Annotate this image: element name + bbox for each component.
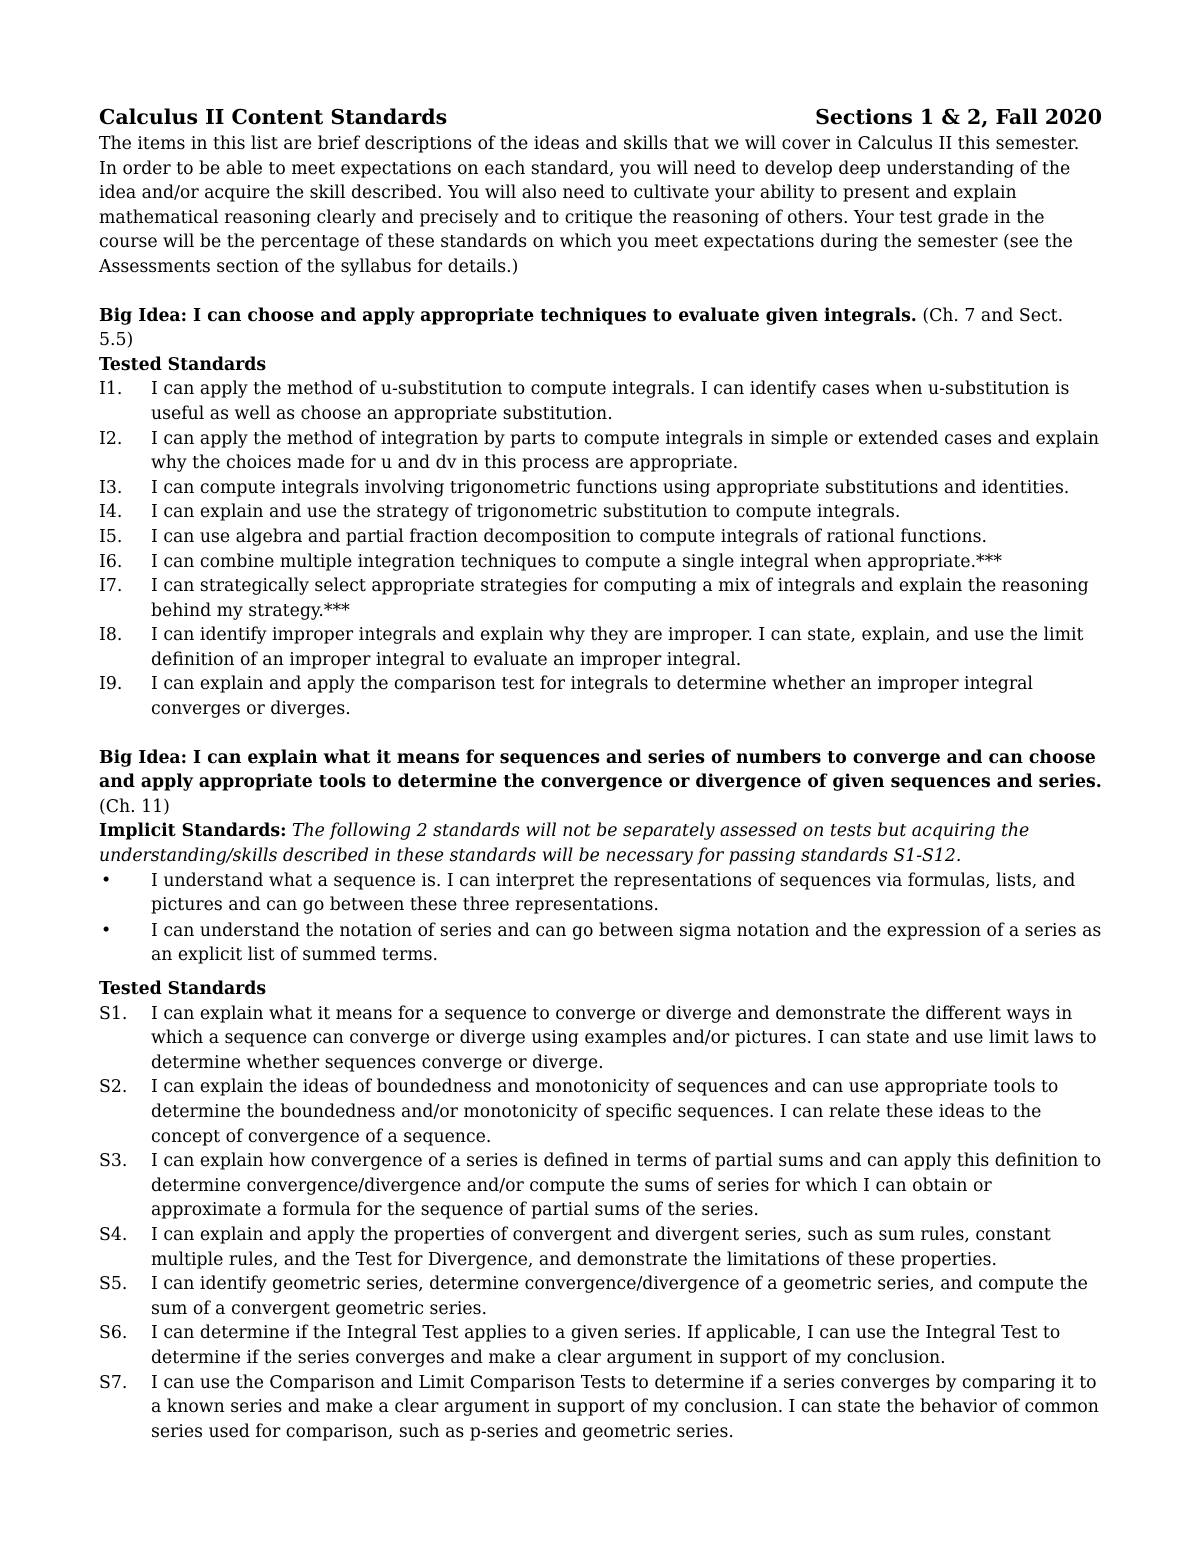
- big-idea-1-ref: (Ch. 7 and Sect. 5.5): [99, 305, 1064, 351]
- implicit-standards: [99, 819, 1102, 868]
- standard-item: [99, 672, 1102, 721]
- standard-code: S4.: [99, 1224, 128, 1245]
- standard-code: I6.: [99, 551, 123, 572]
- intro-paragraph: The items in this list are brief descriptions of the ideas and skills that we will cover in Calculus II this semester. In order to be able to meet expectations on each standard, you will need to develop deep understanding of the idea and/or acquire the skill described. You will also need to cultivate your ability to present and explain mathematical reasoning clearly and precisely and to critique the reasoning of others. Your test grade in the course will be the percentage of these standards on which you meet expectations during the semester (see the Assessments section of the syllabus for details.): [99, 134, 1080, 277]
- standard-text: I can explain and apply the comparison test for integrals to determine whether an improper integral converges or diverges.: [151, 674, 1033, 720]
- bullet-icon: •: [101, 870, 112, 891]
- document-title: Calculus II Content Standards: [99, 105, 448, 129]
- tested-standards-heading-1: Tested Standards: [99, 354, 267, 375]
- bullet-icon: •: [101, 920, 112, 941]
- integral-standards-list: [99, 377, 1102, 721]
- standard-code: I5.: [99, 526, 123, 547]
- tested-standards-heading-2: Tested Standards: [99, 979, 267, 999]
- standard-text: I can use the Comparison and Limit Comparison Tests to determine if a series converges by comparing it to a known series and make a clear argument in support of my conclusion. I can state the behavior of common series used for comparison, such as p-series and geometric series.: [151, 1372, 1099, 1442]
- standard-item: [99, 1149, 1102, 1223]
- big-idea-2-label: Big Idea: I can explain what it means for sequences and series of numbers to converge and can choose and apply appropriate tools to determine the convergence or divergence of given sequences and series.: [99, 747, 1102, 793]
- standard-item: [99, 377, 1102, 426]
- standard-item: [99, 500, 1102, 525]
- implicit-standards-heading: Implicit Standards:: [99, 821, 287, 842]
- implicit-standards-list: [99, 869, 1102, 968]
- standard-item: [99, 1272, 1102, 1321]
- standard-item: [99, 1321, 1102, 1370]
- standard-item: [99, 1223, 1102, 1272]
- standard-code: I2.: [99, 428, 123, 449]
- standard-text: I can explain and apply the properties of convergent and divergent series, such as sum rules, constant multiple rules, and the Test for Divergence, and demonstrate the limitations of these properties.: [151, 1224, 1051, 1270]
- big-idea-1: [99, 304, 1102, 353]
- implicit-standard-item: [99, 869, 1102, 918]
- implicit-standard-text: I can understand the notation of series and can go between sigma notation and the expression of a series as an explicit list of summed terms.: [151, 920, 1102, 966]
- standard-item: [99, 550, 1102, 575]
- big-idea-2: [99, 746, 1102, 820]
- standard-code: I8.: [99, 625, 123, 646]
- standard-item: [99, 525, 1102, 550]
- standard-code: I4.: [99, 502, 123, 523]
- series-standards-list: [99, 1002, 1102, 1445]
- standard-text: I can explain the ideas of boundedness and monotonicity of sequences and can use appropriate tools to determine the boundedness and/or monotonicity of specific sequences. I can relate these ideas to the concept of convergence of a sequence.: [151, 1077, 1059, 1147]
- header-row: [99, 104, 1102, 130]
- big-idea-2-ref: (Ch. 11): [99, 796, 170, 817]
- standard-item: [99, 1075, 1102, 1149]
- standard-item: [99, 476, 1102, 501]
- standard-text: I can explain what it means for a sequence to converge or diverge and demonstrate the different ways in which a sequence can converge or diverge using examples and/or pictures. I can state and use limit laws to determine whether sequences converge or diverge.: [151, 1003, 1097, 1073]
- standard-code: S1.: [99, 1003, 128, 1024]
- standard-item: [99, 1371, 1102, 1445]
- standard-code: I7.: [99, 576, 123, 597]
- implicit-standards-note: The following 2 standards will not be separately assessed on tests but acquiring the understanding/skills described in these standards will be necessary for passing standards S1-S12.: [99, 821, 1030, 867]
- standard-text: I can use algebra and partial fraction decomposition to compute integrals of rational functions.: [151, 526, 987, 547]
- standard-code: S3.: [99, 1151, 128, 1172]
- standard-text: I can identify improper integrals and explain why they are improper. I can state, explain, and use the limit definition of an improper integral to evaluate an improper integral.: [151, 625, 1084, 670]
- big-idea-1-label: Big Idea: I can choose and apply appropriate techniques to evaluate given integrals.: [99, 305, 917, 326]
- standard-text: I can apply the method of integration by parts to compute integrals in simple or extended cases and explain why the choices made for u and dv in this process are appropriate.: [151, 428, 1100, 474]
- standard-text: I can combine multiple integration techniques to compute a single integral when appropriate.***: [151, 551, 1002, 572]
- section-label: Sections 1 & 2, Fall 2020: [815, 105, 1102, 129]
- standard-text: I can determine if the Integral Test applies to a given series. If applicable, I can use the Integral Test to determine if the series converges and make a clear argument in support of my conclusion.: [151, 1323, 1061, 1368]
- standard-code: I9.: [99, 674, 123, 695]
- standard-code: S2.: [99, 1077, 128, 1098]
- standard-item: [99, 1002, 1102, 1076]
- standard-code: I3.: [99, 477, 123, 498]
- standard-text: I can explain how convergence of a series is defined in terms of partial sums and can apply this definition to determine convergence/divergence and/or compute the sums of series for which I can obtain or approximate a formula for the sequence of partial sums of the series.: [151, 1151, 1102, 1221]
- standard-code: S7.: [99, 1372, 128, 1393]
- standard-code: I1.: [99, 379, 123, 400]
- standard-text: I can explain and use the strategy of trigonometric substitution to compute integrals.: [151, 502, 901, 523]
- standard-text: I can identify geometric series, determine convergence/divergence of a geometric series, and compute the sum of a convergent geometric series.: [151, 1274, 1088, 1319]
- implicit-standard-text: I understand what a sequence is. I can interpret the representations of sequences via formulas, lists, and pictures and can go between these three representations.: [151, 870, 1076, 916]
- implicit-standard-item: [99, 919, 1102, 968]
- standard-code: S5.: [99, 1274, 128, 1295]
- standard-text: I can apply the method of u-substitution to compute integrals. I can identify cases when u-substitution is useful as well as choose an appropriate substitution.: [151, 379, 1070, 424]
- standard-item: [99, 623, 1102, 672]
- standard-item: [99, 427, 1102, 476]
- standard-text: I can strategically select appropriate strategies for computing a mix of integrals and explain the reasoning behind my strategy.***: [151, 576, 1089, 621]
- standard-code: S6.: [99, 1323, 128, 1344]
- standard-text: I can compute integrals involving trigonometric functions using appropriate substitutions and identities.: [151, 477, 1070, 498]
- document-page: [99, 104, 1102, 1444]
- standard-item: [99, 574, 1102, 623]
